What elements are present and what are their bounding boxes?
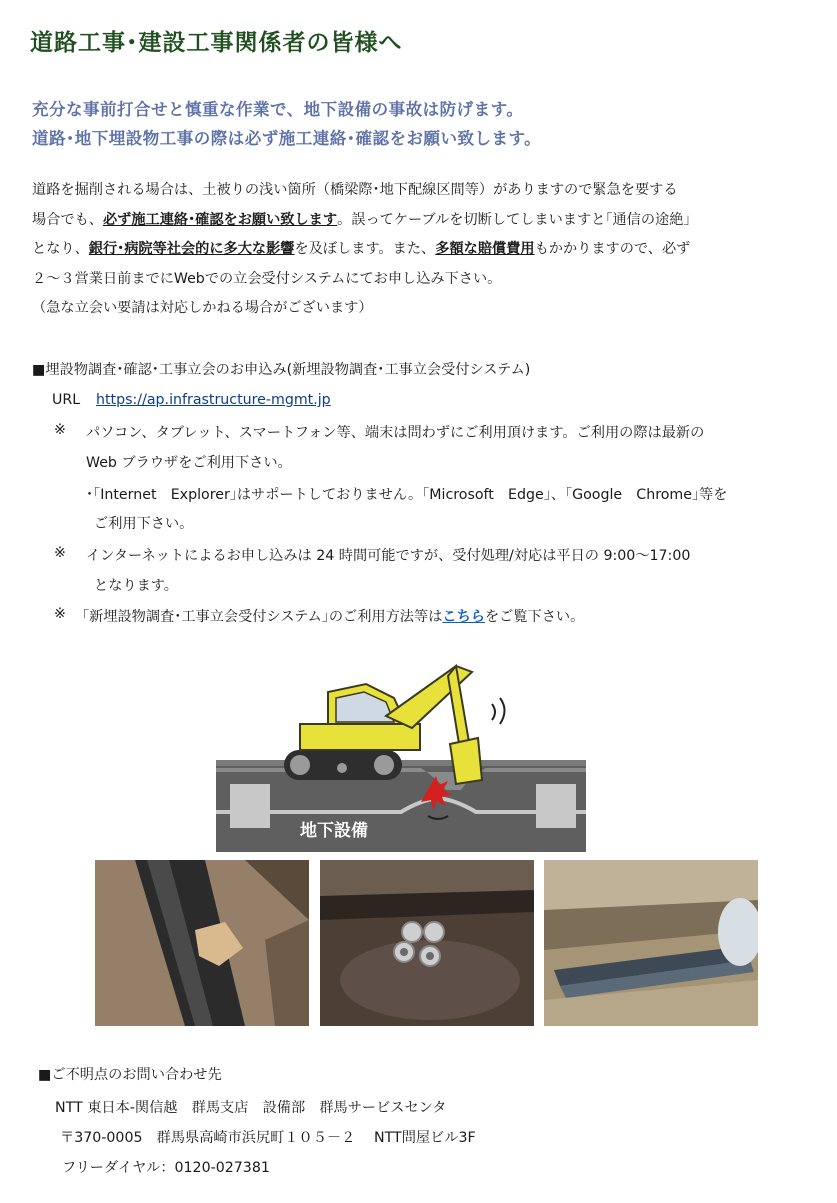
body-line: 道路を掘削される場合は、土被りの浅い箇所（橋梁際･地下配線区間等）がありますので緊急を要する: [32, 182, 678, 198]
note-3-text: をご覧下さい。: [484, 609, 585, 625]
emphasis-text: 多額な賠償費用: [435, 241, 535, 257]
body-text: もかかりますので、必ず: [534, 241, 691, 257]
contact-phone: フリーダイヤル：0120-027381: [62, 1160, 270, 1176]
note-mark: ※: [54, 545, 66, 561]
excavator-illustration: [216, 640, 586, 852]
note-2-line-1: インターネットによるお申し込みは 24 時間可能ですが、受付処理/対応は平日の 9:00～17:00: [86, 548, 691, 564]
body-paragraph: [32, 176, 812, 324]
body-text: となり、: [32, 241, 89, 257]
note-3-text: ｢新埋設物調査･工事立会受付システム｣のご利用方法等は: [82, 609, 443, 625]
lead-line-2: 道路･地下埋設物工事の際は必ず施工連絡･確認をお願い致します。: [32, 129, 542, 148]
url-label: URL: [52, 392, 81, 408]
note-mark: ※: [54, 422, 66, 438]
note-1-line-1: パソコン、タブレット、スマートフォン等、端末は問わずにご利用頂けます。ご利用の際は最新の: [86, 425, 705, 441]
page-title: 道路工事･建設工事関係者の皆様へ: [30, 30, 403, 56]
underground-facility-label: 地下設備: [300, 821, 368, 841]
contact-address: 〒370-0005 群馬県高崎市浜尻町１０５－２ NTT問屋ビル3F: [60, 1130, 476, 1146]
usage-guide-link[interactable]: こちら: [442, 609, 485, 625]
application-heading: ■埋設物調査･確認･工事立会のお申込み(新埋設物調査･工事立会受付システム): [32, 362, 531, 378]
lead-line-1: 充分な事前打合せと慎重な作業で、地下設備の事故は防げます。: [32, 100, 524, 119]
note-3: [82, 606, 584, 626]
note-mark: ※: [54, 606, 66, 622]
exposed-conduits-photo: [320, 860, 534, 1026]
excavation-site-photo: [544, 860, 758, 1026]
body-text: 。誤ってケーブルを切断してしまいますと｢通信の途絶｣: [337, 211, 691, 228]
body-line: （急な立会い要請は対応しかねる場合がございます）: [32, 300, 373, 316]
note-1-line-2: Web ブラウザをご利用下さい。: [86, 455, 292, 471]
body-line: ２～３営業日前までにWebでの立会受付システムにてお申し込み下さい。: [32, 270, 502, 287]
contact-organization: NTT 東日本-関信越 群馬支店 設備部 群馬サービスセンタ: [55, 1100, 447, 1116]
body-line: [32, 235, 812, 265]
system-url-link[interactable]: https://ap.infrastructure-mgmt.jp: [96, 392, 331, 408]
contact-heading: ■ご不明点のお問い合わせ先: [38, 1067, 222, 1083]
body-text: 場合でも、: [32, 211, 103, 228]
note-1-line-4: ご利用下さい。: [94, 516, 194, 532]
damaged-cable-photo: [95, 860, 309, 1026]
body-text: を及ぼします。また、: [294, 241, 436, 257]
note-2-line-2: となります。: [94, 578, 178, 594]
note-1-line-3: ･｢Internet Explorer｣はサポートしておりません。｢Microsoft Edge｣、｢Google Chrome｣等を: [86, 487, 728, 503]
body-line: [32, 206, 812, 236]
emphasis-text: 銀行･病院等社会的に多大な影響: [88, 241, 295, 257]
emphasis-text: 必ず施工連絡･確認をお願い致します: [102, 211, 338, 228]
